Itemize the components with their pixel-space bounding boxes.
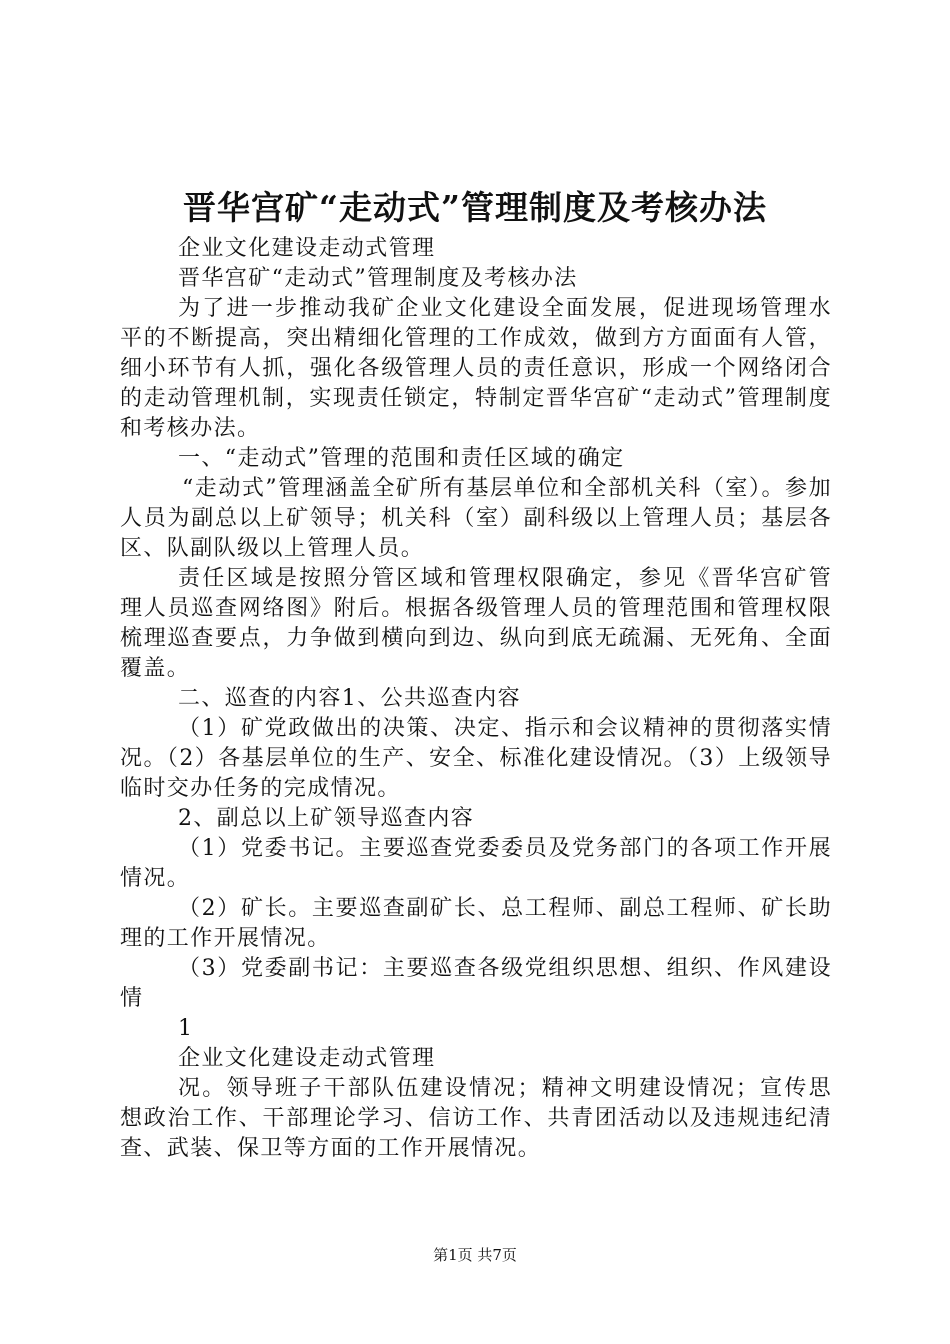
paragraph-leader-heading: 2、副总以上矿领导巡查内容 xyxy=(178,806,475,831)
document-title: 晋华宫矿“走动式”管理制度及考核办法 xyxy=(183,188,767,227)
paragraph-page-number: 1 xyxy=(178,1016,194,1041)
paragraph-mine-director: （2）矿长。主要巡查副矿长、总工程师、副总工程师、矿长助理的工作开展情况。 xyxy=(120,896,832,951)
paragraph-intro: 为了进一步推动我矿企业文化建设全面发展，促进现场管理水平的不断提高，突出精细化管理的工作成效，做到方方面面有人管，细小环节有人抓，强化各级管理人员的责任意识，形成一个网络闭合的走动管理机制，实现责任锁定，特制定晋华宫矿“走动式”管理制度和考核办法。 xyxy=(120,296,832,441)
paragraph-secretary: （1）党委书记。主要巡查党委委员及党务部门的各项工作开展情况。 xyxy=(120,836,832,891)
paragraph-section-1-heading: 一、“走动式”管理的范围和责任区域的确定 xyxy=(178,446,625,471)
paragraph-deputy-secretary: （3）党委副书记：主要巡查各级党组织思想、组织、作风建设情 xyxy=(120,956,832,1011)
paragraph-header: 企业文化建设走动式管理 xyxy=(178,236,436,261)
paragraph-responsibility: 责任区域是按照分管区域和管理权限确定，参见《晋华宫矿管理人员巡查网络图》附后。根据各级管理人员的管理范围和管理权限梳理巡查要点，力争做到横向到边、纵向到底无疏漏、无死角、全面覆盖。 xyxy=(120,566,832,681)
paragraph-running-header: 企业文化建设走动式管理 xyxy=(178,1046,436,1071)
page-footer: 第1页 共7页 xyxy=(433,1246,517,1264)
paragraph-section-2-heading: 二、巡查的内容1、公共巡查内容 xyxy=(178,686,521,711)
document-body xyxy=(120,234,832,1164)
paragraph-subtitle: 晋华宫矿“走动式”管理制度及考核办法 xyxy=(178,266,578,291)
paragraph-continuation: 况。领导班子干部队伍建设情况；精神文明建设情况；宣传思想政治工作、干部理论学习、信访工作、共青团活动以及违规违纪清查、武装、保卫等方面的工作开展情况。 xyxy=(120,1076,832,1161)
paragraph-scope: “走动式”管理涵盖全矿所有基层单位和全部机关科（室）。参加人员为副总以上矿领导；机关科（室）副科级以上管理人员；基层各区、队副队级以上管理人员。 xyxy=(120,476,832,561)
paragraph-common-items: （1）矿党政做出的决策、决定、指示和会议精神的贯彻落实情况。（2）各基层单位的生产、安全、标准化建设情况。（3）上级领导临时交办任务的完成情况。 xyxy=(120,716,832,801)
